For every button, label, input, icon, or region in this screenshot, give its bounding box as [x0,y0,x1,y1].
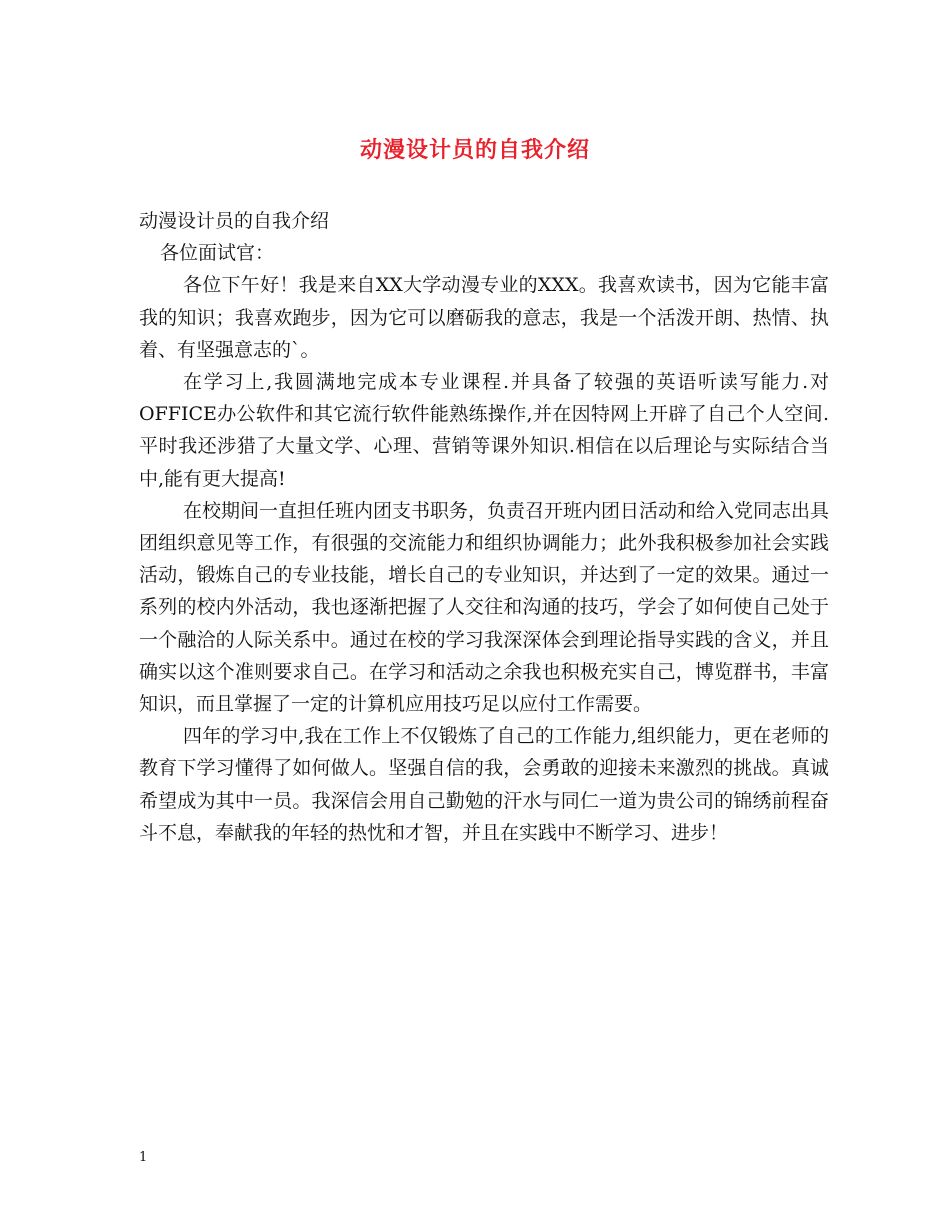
salutation: 各位面试官： [160,242,275,265]
body-heading: 动漫设计员的自我介绍 [139,210,330,232]
page-number: 1 [139,1150,148,1165]
paragraph-4: 四年的学习中,我在工作上不仅锻炼了自己的工作能力,组织能力，更在老师的教育下学习懂得了如何做人。坚强自信的我，会勇敢的迎接未来激烈的挑战。真诚希望成为其中一员。我深信会用自己勤勉的汗水与同仁一道为贵公司的锦绣前程奋斗不息，奉献我的年轻的热忱和才智，并且在实践中不断学习、进步！ [139,725,829,844]
document-body [139,205,829,849]
document-title: 动漫设计员的自我介绍 [359,137,590,163]
paragraph-3: 在校期间一直担任班内团支书职务，负责召开班内团日活动和给入党同志出具团组织意见等工作，有很强的交流能力和组织协调能力；此外我积极参加社会实践活动，锻炼自己的专业技能，增长自己的专业知识，并达到了一定的效果。通过一系列的校内外活动，我也逐渐把握了人交往和沟通的技巧，学会了如何使自己处于一个融洽的人际关系中。通过在校的学习我深深体会到理论指导实践的含义，并且确实以这个准则要求自己。在学习和活动之余我也积极充实自己，博览群书，丰富知识，而且掌握了一定的计算机应用技巧足以应付工作需要。 [139,499,830,716]
paragraph-1: 各位下午好！我是来自XX大学动漫专业的XXX。我喜欢读书，因为它能丰富我的知识；我喜欢跑步，因为它可以磨砺我的意志，我是一个活泼开朗、热情、执着、有坚强意志的`。 [139,274,829,361]
paragraph-2: 在学习上,我圆满地完成本专业课程.并具备了较强的英语听读写能力.对OFFICE办公软件和其它流行软件能熟练操作,并在因特网上开辟了自己个人空间.平时我还涉猎了大量文学、心理、营销等课外知识.相信在以后理论与实际结合当中,能有更大提高! [139,371,829,490]
